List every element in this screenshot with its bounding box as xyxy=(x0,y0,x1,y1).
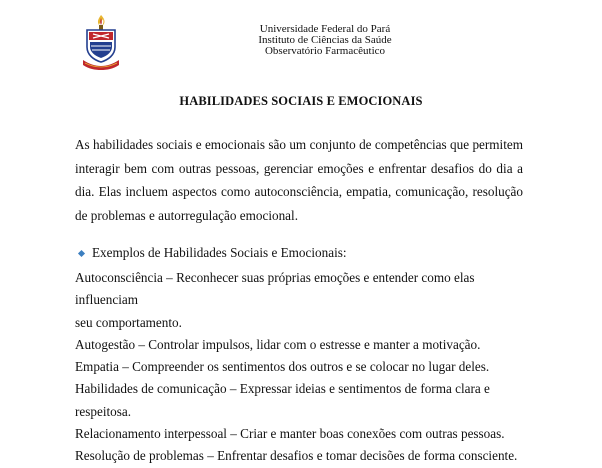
intro-paragraph: As habilidades sociais e emocionais são um conjunto de competências que permitem interagir bem com outras pessoas, gerenciar emoções e enfrentar desafios do dia a dia. Elas incluem aspectos como autoconsciência, empatia, comunicação, resolução de problemas e autorregulação emocional. xyxy=(75,137,523,223)
list-item: Habilidades de comunicação – Expressar ideias e sentimentos de forma clara e respeitosa. xyxy=(75,381,490,419)
list-item: Relacionamento interpessoal – Criar e manter boas conexões com outras pessoas. xyxy=(75,426,505,442)
diamond-bullet-icon xyxy=(78,250,85,257)
list-item: Resolução de problemas – Enfrentar desafios e tomar decisões de forma consciente. xyxy=(75,448,518,464)
list-item: Autogestão – Controlar impulsos, lidar com o estresse e manter a motivação. xyxy=(75,336,481,352)
institution-header xyxy=(200,24,450,57)
institute-name: Instituto de Ciências da Saúde xyxy=(258,34,392,46)
list-item: Empatia – Compreender os sentimentos dos outros e se colocar no lugar deles. xyxy=(75,359,490,375)
observatory-name: Observatório Farmacêutico xyxy=(264,45,386,57)
document-title: HABILIDADES SOCIAIS E EMOCIONAIS xyxy=(179,94,423,108)
examples-heading-text: Exemplos de Habilidades Sociais e Emocionais: xyxy=(92,245,347,260)
examples-heading xyxy=(79,244,347,262)
university-name: Universidade Federal do Pará xyxy=(259,23,391,35)
list-item: Autoconsciência – Reconhecer suas próprias emoções e entender como elas influenciam seu comportamento. xyxy=(75,270,475,330)
examples-list xyxy=(75,267,535,468)
university-crest-icon xyxy=(79,13,123,71)
